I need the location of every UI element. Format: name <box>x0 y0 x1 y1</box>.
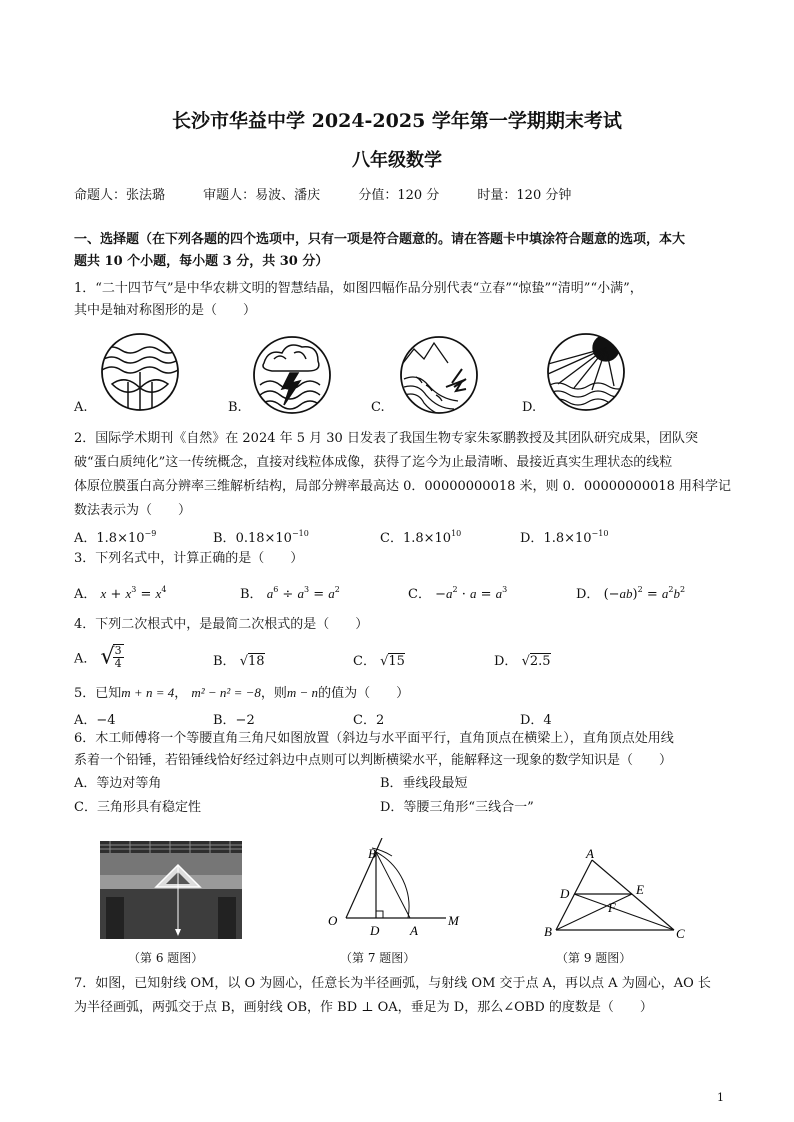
fig7-label-o: O <box>328 913 338 928</box>
q5-option-b: B．−2 <box>213 713 255 728</box>
section-heading-line2: 题共 10 个小题，每小题 3 分，共 30 分） <box>74 254 329 269</box>
q1-label-d: D. <box>522 400 537 415</box>
q1-label-c: C. <box>371 400 385 415</box>
q5-option-c: C．2 <box>353 713 385 728</box>
caption-figure-6: （第 6 题图） <box>128 951 204 965</box>
q1-label-a: A. <box>74 400 88 415</box>
q1-line1: 1．“二十四节气”是中华农耕文明的智慧结晶，如图四幅作品分别代表“立春”“惊蛰”“清明”“小满”， <box>74 281 643 296</box>
q6-option-d: D．等腰三角形“三线合一” <box>380 800 534 815</box>
q2-line1: 2．国际学术期刊《自然》在 2024 年 5 月 30 日发表了我国生物专家朱冢鹏教授及其团队研究成果，团队突 <box>74 431 698 446</box>
page-subtitle: 八年级数学 <box>352 150 442 171</box>
q2-option-d: D．$1.8\times 10^{-10}$ <box>520 529 609 546</box>
q3-option-b: B． $a^6 \div a^3 = a^2$ <box>240 585 340 602</box>
q4-option-c: C． √15 <box>353 654 405 669</box>
q5-option-a: A．−4 <box>74 713 116 728</box>
caption-figure-7: （第 7 题图） <box>340 951 416 965</box>
q6-line1: 6．木工师傅将一个等腰直角三角尺如图放置（斜边与水平面平行，直角顶点在横梁上），直角顶点处用线 <box>74 731 674 746</box>
figure-6-photo <box>100 841 242 939</box>
fig9-label-c: C <box>676 926 685 941</box>
q2-line4: 数法表示为（ ） <box>74 503 192 518</box>
q1-figure-c-qingming <box>396 333 482 417</box>
figure-9-diagram <box>540 846 690 942</box>
page-title: 长沙市华益中学 2024-2025 学年第一学期期末考试 <box>172 110 622 132</box>
q4-option-a: A． √ $\frac{3}{4}$ <box>74 644 122 670</box>
q5-stem: 5．已知m + n = 4， m² − n² = −8，则m − n的值为（ ） <box>74 685 410 701</box>
q2-option-a: A．$1.8\times 10^{-9}$ <box>74 529 157 546</box>
meta-score: 分值：120 分 <box>358 188 440 203</box>
q3-stem: 3．下列名式中，计算正确的是（ ） <box>74 551 304 566</box>
section-heading-line1: 一、选择题（在下列各题的四个选项中，只有一项是符合题意的。请在答题卡中填涂符合题意的选项，本大 <box>74 232 686 247</box>
fig7-label-b: B <box>368 846 376 861</box>
fig7-label-d: D <box>370 923 380 938</box>
q1-figure-b-jingzhe <box>250 333 334 417</box>
meta-reviewer: 审题人：易波、潘庆 <box>203 188 321 203</box>
fig7-label-a: A <box>410 923 418 938</box>
q3-option-a: A． $x + x^3 = x^4$ <box>74 585 167 602</box>
q6-option-a: A．等边对等角 <box>74 776 162 791</box>
q6-line2: 系着一个铅锤，若铅锤线恰好经过斜边中点则可以判断横梁水平，能解释这一现象的数学知识是（ ） <box>74 753 673 768</box>
q1-figure-a-lichun <box>98 330 186 416</box>
q6-option-c: C．三角形具有稳定性 <box>74 800 201 815</box>
meta-author: 命题人：张法璐 <box>74 188 166 203</box>
caption-figure-9: （第 9 题图） <box>556 951 632 965</box>
fig9-label-a: A <box>586 846 594 861</box>
q6-option-b: B．垂线段最短 <box>380 776 468 791</box>
q7-line1: 7．如图，已知射线 OM，以 O 为圆心，任意长为半径画弧，与射线 OM 交于点 A，再以点 A 为圆心，AO 长 <box>74 976 711 991</box>
page-number: 1 <box>717 1091 724 1104</box>
fig9-label-f: F <box>608 900 616 915</box>
q2-option-b: B．$0.18\times 10^{-10}$ <box>213 529 309 546</box>
q3-option-c: C． $-a^2 \cdot a = a^3$ <box>408 585 508 602</box>
q2-line3: 体原位膜蛋白高分辨率三维解析结构，局部分辨率最高达 0．00000000018 米，则 0．00000000018 用科学记 <box>74 479 732 494</box>
fig9-label-e: E <box>636 882 644 897</box>
exam-meta <box>74 184 605 203</box>
fig7-label-m: M <box>448 913 459 928</box>
figure-7-diagram <box>322 838 472 938</box>
meta-time: 时量：120 分钟 <box>477 188 572 203</box>
q1-label-b: B. <box>228 400 242 415</box>
fig9-label-b: B <box>544 924 552 939</box>
q1-line2: 其中是轴对称图形的是（ ） <box>74 303 257 318</box>
q5-option-d: D．4 <box>520 713 552 728</box>
q1-figure-d-xiaoman <box>544 330 632 416</box>
q2-option-c: C．$1.8\times 10^{10}$ <box>380 529 462 546</box>
q4-option-d: D． √2.5 <box>494 654 551 669</box>
q2-line2: 破“蛋白质纯化”这一传统概念，直接对线粒体成像，获得了迄今为止最清晰、最接近真实生理状态的线粒 <box>74 455 673 470</box>
q4-option-b: B． √18 <box>213 654 265 669</box>
fig9-label-d: D <box>560 886 570 901</box>
q3-option-d: D． $(-ab)^2 = a^2b^2$ <box>576 585 686 602</box>
q7-line2: 为半径画弧，两弧交于点 B，画射线 OB，作 BD ⊥ OA，垂足为 D，那么∠OBD 的度数是（ ） <box>74 1000 653 1015</box>
q4-stem: 4．下列二次根式中，是最简二次根式的是（ ） <box>74 617 369 632</box>
